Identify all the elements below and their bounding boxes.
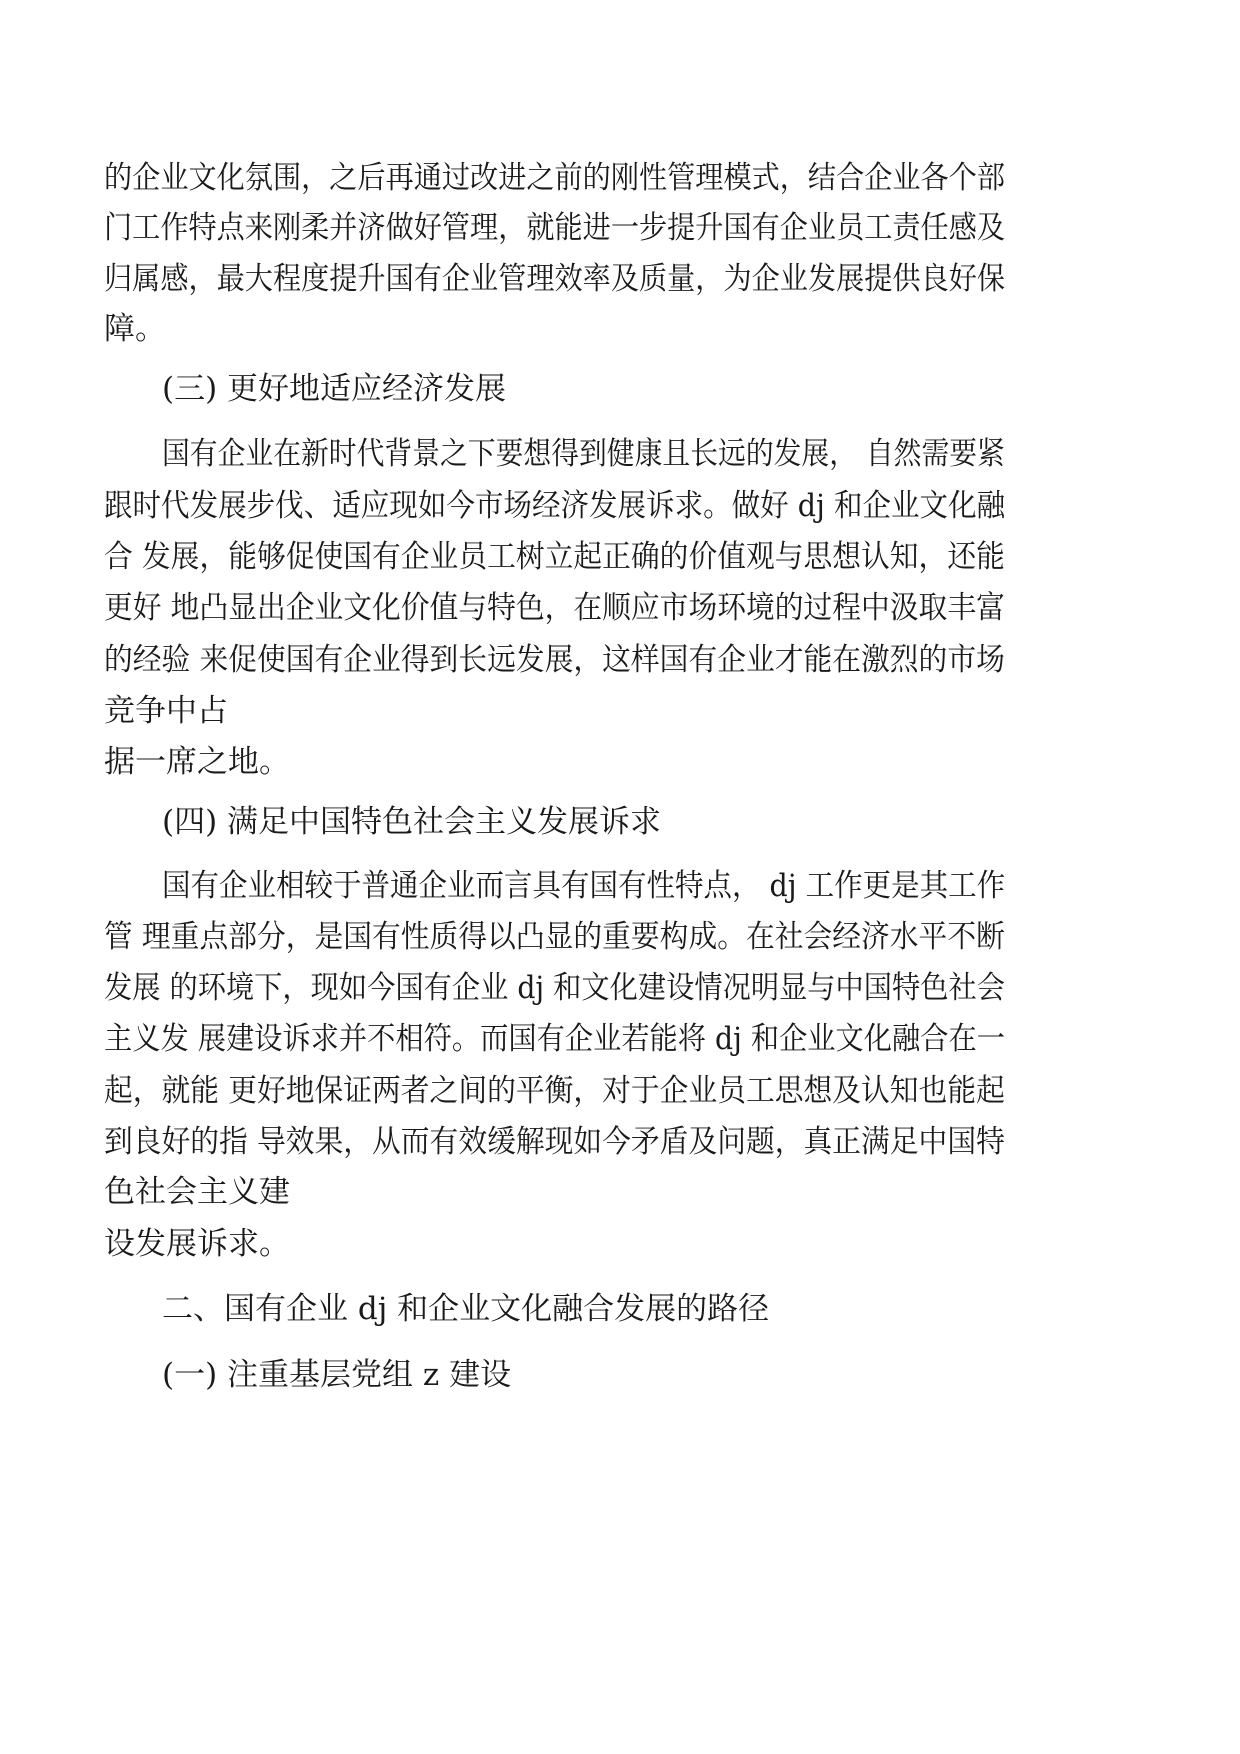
paragraph-line: 竞争中占	[104, 693, 228, 729]
paragraph-line: 合 发展，能够促使国有企业员工树立起正确的价值观与思想认知，还能	[104, 539, 1005, 575]
subsection-heading: (四) 满足中国特色社会主义发展诉求	[162, 804, 662, 840]
paragraph-line: 国有企业相较于普通企业而言具有国有性特点， dj 工作更是其工作	[162, 868, 1006, 904]
subsection-heading: (一) 注重基层党组 z 建设	[162, 1357, 512, 1393]
paragraph-line: 的企业文化氛围，之后再通过改进之前的刚性管理模式，结合企业各个部	[104, 160, 1006, 196]
paragraph-line: 障。	[104, 311, 166, 347]
paragraph-line: 起，就能 更好地保证两者之间的平衡，对于企业员工思想及认知也能起	[104, 1073, 1005, 1109]
section-heading: 二、国有企业 dj 和企业文化融合发展的路径	[162, 1291, 770, 1327]
paragraph-line: 据一席之地。	[104, 744, 290, 780]
paragraph-line: 色社会主义建	[104, 1174, 290, 1210]
subsection-heading: (三) 更好地适应经济发展	[162, 371, 507, 407]
paragraph-line: 门工作特点来刚柔并济做好管理，就能进一步提升国有企业员工责任感及	[104, 210, 1006, 246]
paragraph-line: 设发展诉求。	[104, 1226, 290, 1262]
paragraph-line: 主义发 展建设诉求并不相符。而国有企业若能将 dj 和企业文化融合在一	[104, 1021, 1005, 1057]
paragraph-line: 归属感，最大程度提升国有企业管理效率及质量，为企业发展提供良好保	[104, 261, 1006, 297]
paragraph-line: 发展 的环境下，现如今国有企业 dj 和文化建设情况明显与中国特色社会	[104, 970, 1005, 1006]
paragraph-line: 跟时代发展步伐、适应现如今市场经济发展诉求。做好 dj 和企业文化融	[104, 488, 1006, 524]
paragraph-line: 更好 地凸显出企业文化价值与特色，在顺应市场环境的过程中汲取丰富	[104, 590, 1005, 626]
paragraph-line: 国有企业在新时代背景之下要想得到健康且长远的发展， 自然需要紧	[162, 436, 1005, 472]
paragraph-line: 的经验 来促使国有企业得到长远发展，这样国有企业才能在激烈的市场	[104, 642, 1005, 678]
paragraph-line: 到良好的指 导效果，从而有效缓解现如今矛盾及问题，真正满足中国特	[104, 1124, 1005, 1160]
paragraph-line: 管 理重点部分，是国有性质得以凸显的重要构成。在社会经济水平不断	[104, 919, 1005, 955]
